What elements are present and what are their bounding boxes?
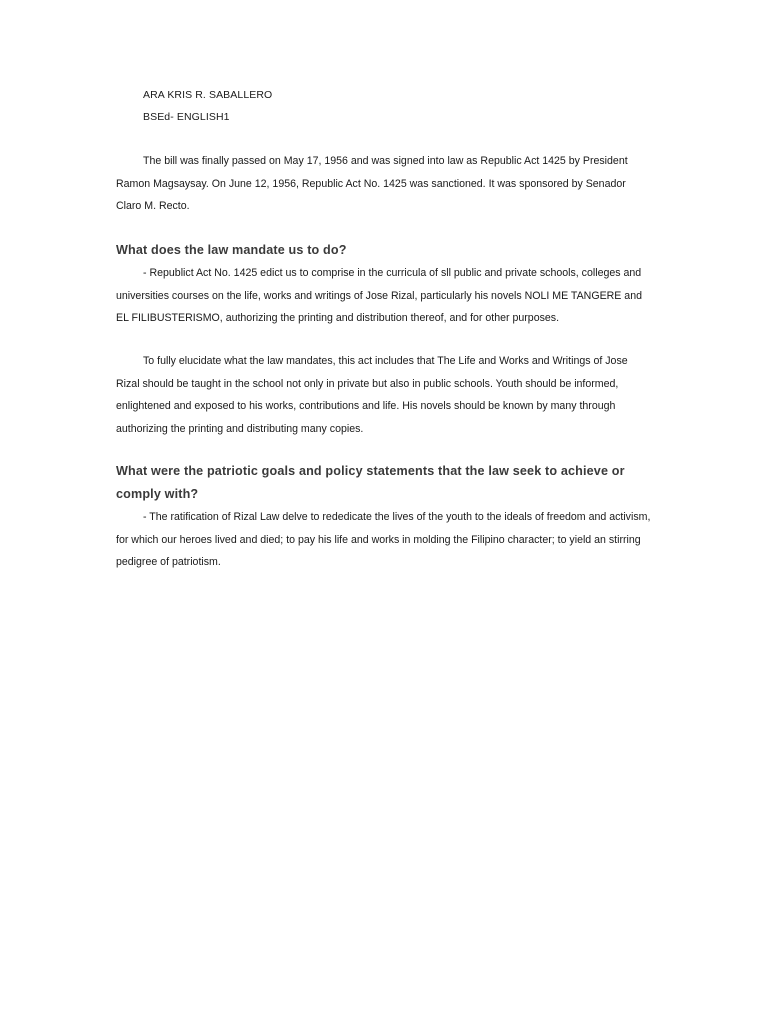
- author-name: ARA KRIS R. SABALLERO: [143, 89, 273, 101]
- question1-answer-paragraph1: - Republict Act No. 1425 edict us to comprise in the curricula of sll public and private schools, colleges and universities courses on the life, works and writings of Jose Rizal, particularly his novels NOLI ME TANGERE and EL FILIBUSTERISMO, authorizing the printing and distribution thereof, and for other purposes.: [116, 267, 642, 324]
- question2-answer-paragraph: - The ratification of Rizal Law delve to rededicate the lives of the youth to the ideals of freedom and activism, for which our heroes lived and died; to pay his life and works in molding the Filipino character; to yield an stirring pedigree of patriotism.: [116, 511, 651, 568]
- question2-heading: What were the patriotic goals and policy statements that the law seek to achieve or comply with?: [116, 464, 625, 501]
- intro-paragraph: The bill was finally passed on May 17, 1956 and was signed into law as Republic Act 1425 by President Ramon Magsaysay. On June 12, 1956, Republic Act No. 1425 was sanctioned. It was sponsored by Senador Claro M. Recto.: [116, 155, 628, 212]
- author-course: BSEd- ENGLISH1: [143, 111, 230, 123]
- question1-heading: What does the law mandate us to do?: [116, 243, 347, 257]
- question1-answer-paragraph2: To fully elucidate what the law mandates, this act includes that The Life and Works and Writings of Jose Rizal should be taught in the school not only in private but also in public schools. Youth should be informed, enlightened and exposed to his works, contributions and life. His novels should be known by many through authorizing the printing and distributing many copies.: [116, 355, 628, 435]
